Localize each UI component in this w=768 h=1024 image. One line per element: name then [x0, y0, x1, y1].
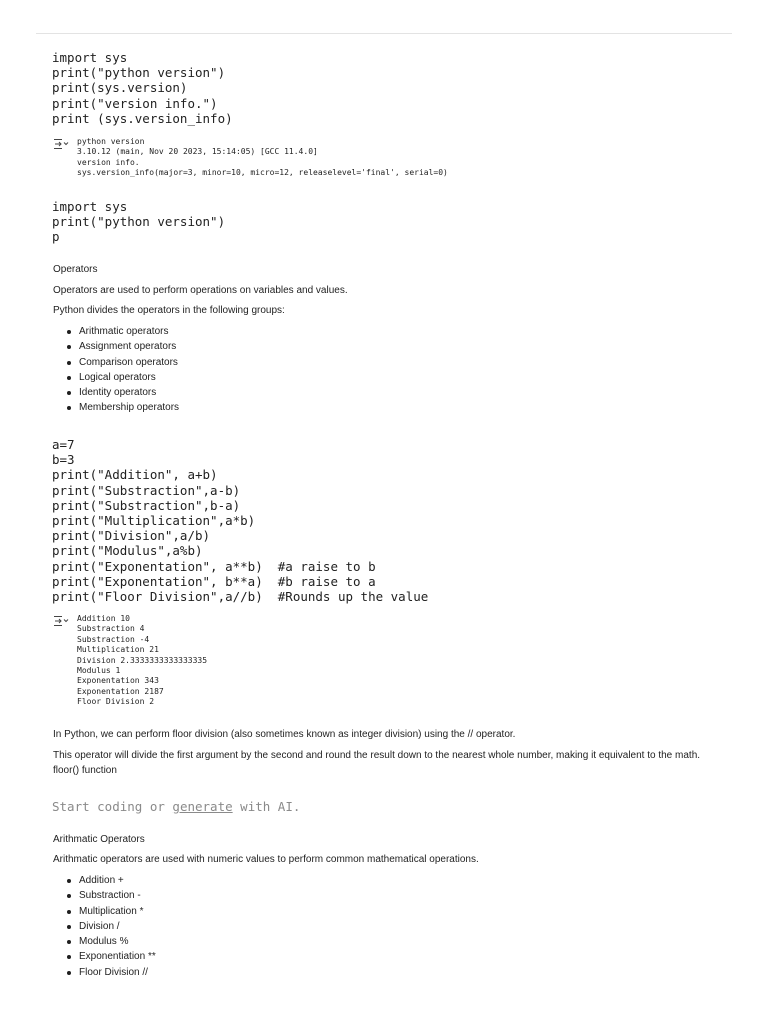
code-line: print("python version") — [52, 214, 226, 230]
arith-heading: Arithmatic Operators — [53, 834, 145, 845]
operators-intro: Operators are used to perform operations on variables and values. — [53, 285, 348, 296]
output-line: Modulus 1 — [77, 665, 121, 675]
list-item: Assignment operators — [53, 339, 179, 354]
code-line: print("Exponentation", a**b) #a raise to b — [52, 558, 376, 574]
output-toggle-icon[interactable] — [53, 615, 69, 627]
output-line: 3.10.12 (main, Nov 20 2023, 15:14:05) [GCC 11.4.0] — [77, 147, 318, 157]
placeholder-text: with AI. — [232, 799, 301, 814]
code-line: print("Exponentation", b**a) #b raise to a — [52, 573, 376, 589]
code-line: print (sys.version_info) — [52, 110, 233, 126]
operator-groups-list — [53, 324, 179, 416]
list-item: Exponentiation ** — [53, 949, 156, 964]
arith-intro: Arithmatic operators are used with numeric values to perform common mathematical operations. — [53, 854, 479, 865]
operators-heading: Operators — [53, 264, 98, 275]
code-line: import sys — [52, 199, 128, 214]
list-item: Membership operators — [53, 400, 179, 415]
code-line: print("python version") — [52, 65, 226, 81]
output-line: version info. — [77, 157, 140, 167]
floor-division-text: In Python, we can perform floor division (also sometimes known as integer division) using the // operator. — [53, 729, 516, 740]
output-line: Exponentation 2187 — [77, 686, 164, 696]
output-line: Multiplication 21 — [77, 645, 159, 655]
output-toggle-icon[interactable] — [53, 138, 69, 150]
list-item: Addition + — [53, 873, 156, 888]
list-item: Substraction - — [53, 888, 156, 903]
output-line: Addition 10 — [77, 614, 130, 623]
output-line: Exponentation 343 — [77, 676, 159, 686]
floor-division-text-2: This operator will divide the first argument by the second and round the result down to the nearest whole number, making it equivalent to the math. floor() function — [53, 750, 701, 776]
list-item: Identity operators — [53, 385, 179, 400]
arith-operators-list — [53, 873, 156, 980]
output-line: Substraction -4 — [77, 634, 150, 644]
output-line: Floor Division 2 — [77, 697, 155, 707]
output-line: Substraction 4 — [77, 624, 145, 634]
code-line: print("Substraction",b-a) — [52, 497, 241, 513]
code-line: print("Division",a/b) — [52, 528, 211, 544]
output-line: python version — [77, 137, 145, 146]
cell-output-3 — [77, 614, 207, 708]
list-item: Floor Division // — [53, 965, 156, 980]
cell-output-1 — [77, 137, 448, 179]
notebook-top-divider — [36, 33, 732, 34]
code-line: b=3 — [52, 452, 75, 468]
code-line: print("Multiplication",a*b) — [52, 512, 256, 528]
output-line: sys.version_info(major=3, minor=10, micro=12, releaselevel='final', serial=0) — [77, 168, 448, 178]
code-line: print("Substraction",a-b) — [52, 482, 241, 498]
code-line: print("version info.") — [52, 95, 218, 111]
generate-link[interactable]: generate — [172, 799, 233, 814]
placeholder-text: Start coding or — [52, 799, 173, 814]
output-line: Division 2.3333333333333335 — [77, 655, 208, 665]
code-cell-2[interactable] — [52, 199, 225, 245]
list-item: Logical operators — [53, 370, 179, 385]
list-item: Division / — [53, 919, 156, 934]
code-line: print(sys.version) — [52, 80, 188, 96]
code-cell-1[interactable] — [52, 50, 233, 126]
code-cell-3[interactable] — [52, 437, 428, 604]
list-item: Multiplication * — [53, 904, 156, 919]
code-line: print("Modulus",a%b) — [52, 543, 203, 559]
code-line: p — [52, 229, 60, 245]
code-line: print("Floor Division",a//b) #Rounds up the value — [52, 588, 429, 604]
list-item: Arithmatic operators — [53, 324, 179, 339]
list-item: Modulus % — [53, 934, 156, 949]
operators-groups-intro: Python divides the operators in the following groups: — [53, 305, 285, 316]
empty-code-cell[interactable] — [52, 799, 300, 815]
code-line: a=7 — [52, 437, 75, 452]
code-line: print("Addition", a+b) — [52, 467, 218, 483]
code-line: import sys — [52, 50, 128, 65]
list-item: Comparison operators — [53, 355, 179, 370]
